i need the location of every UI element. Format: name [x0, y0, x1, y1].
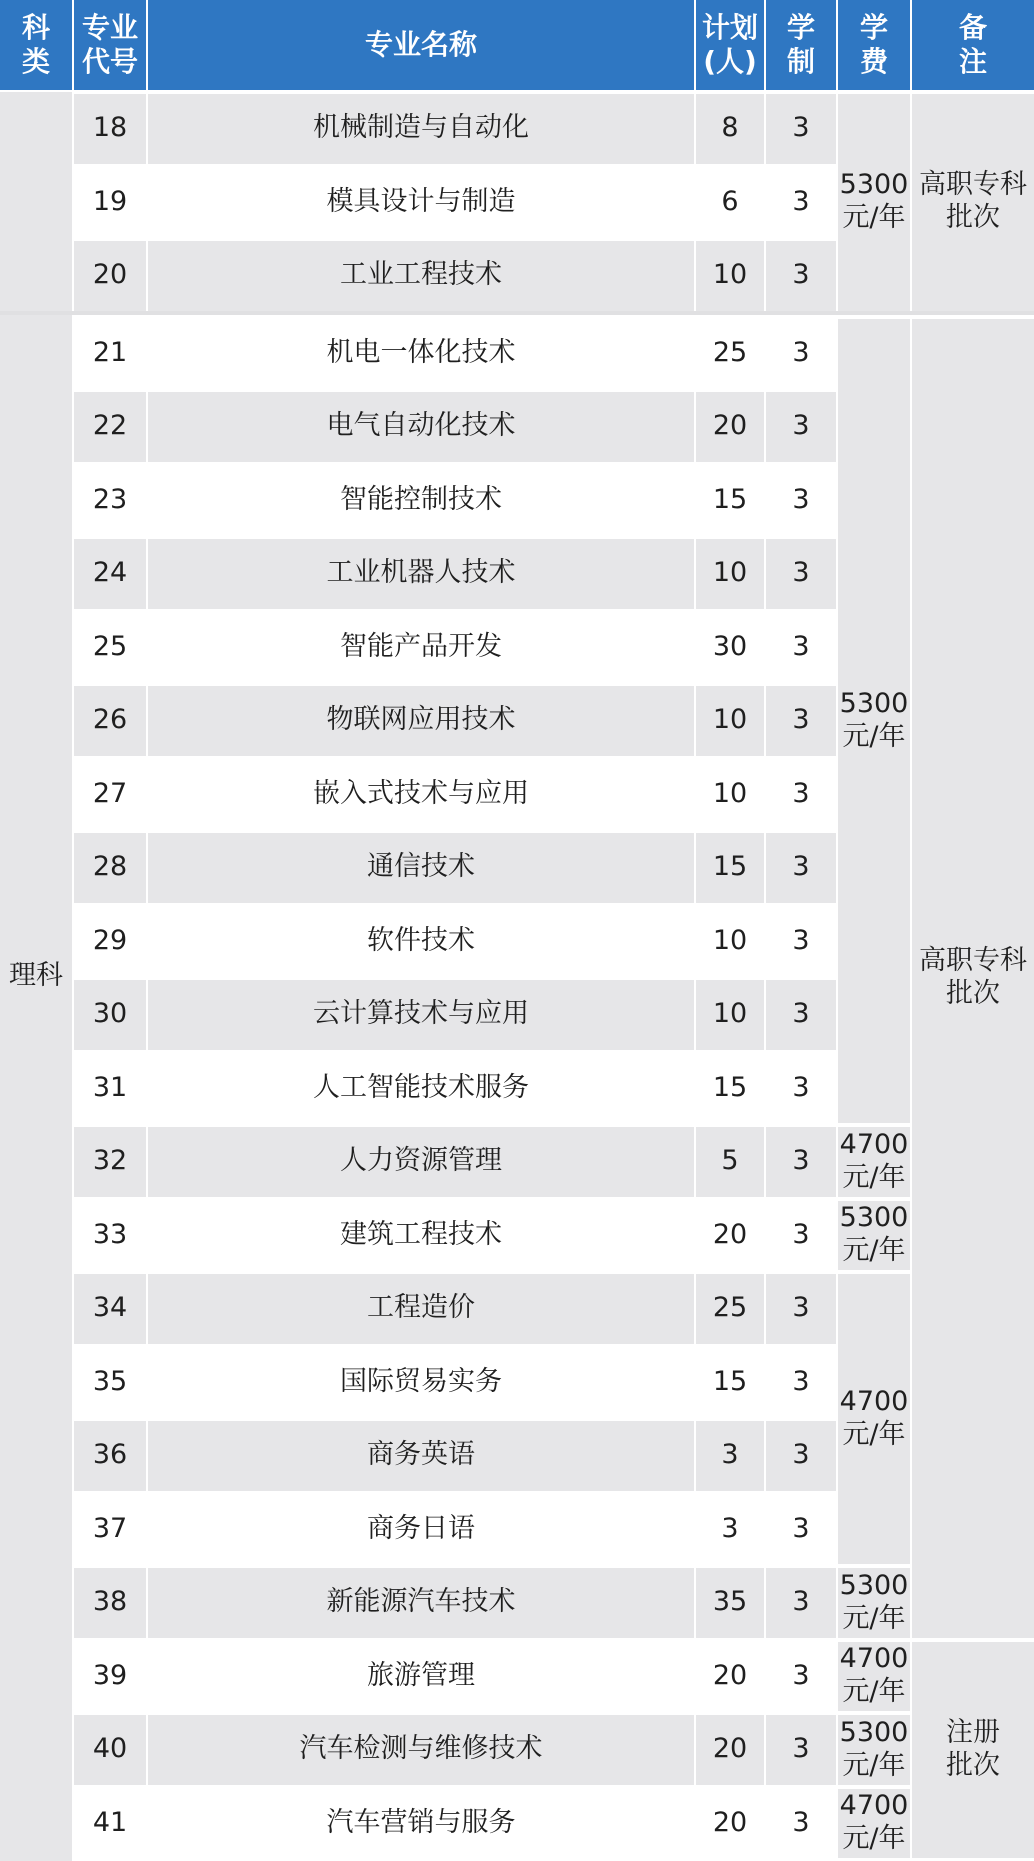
header-code: 专业 代号 [74, 0, 148, 90]
cell-years: 3 [766, 1348, 836, 1418]
cell-code: 28 [74, 833, 146, 903]
cell-name: 机电一体化技术 [148, 319, 694, 389]
cell-name: 通信技术 [148, 833, 694, 903]
cell-plan: 6 [696, 168, 764, 238]
cell-code: 41 [74, 1789, 146, 1859]
cell-code: 37 [74, 1495, 146, 1565]
cell-plan: 3 [696, 1421, 764, 1491]
cell-years: 3 [766, 168, 836, 238]
cell-code: 26 [74, 686, 146, 756]
cell-plan: 20 [696, 1642, 764, 1712]
cell-years: 3 [766, 1201, 836, 1271]
cell-name: 工程造价 [148, 1274, 694, 1344]
cell-plan: 5 [696, 1127, 764, 1197]
cell-code: 25 [74, 613, 146, 683]
cell-name: 旅游管理 [148, 1642, 694, 1712]
cell-years: 3 [766, 613, 836, 683]
cell-plan: 10 [696, 760, 764, 830]
cell-code: 32 [74, 1127, 146, 1197]
tuition-cell: 5300 元/年 [838, 319, 910, 1124]
cell-plan: 30 [696, 613, 764, 683]
cell-years: 3 [766, 1054, 836, 1124]
cell-code: 38 [74, 1568, 146, 1638]
cell-years: 3 [766, 1642, 836, 1712]
tuition-cell: 5300 元/年 [838, 1201, 910, 1271]
cell-years: 3 [766, 1715, 836, 1785]
cell-years: 3 [766, 980, 836, 1050]
cell-years: 3 [766, 1789, 836, 1859]
cell-plan: 15 [696, 1054, 764, 1124]
cell-plan: 15 [696, 1348, 764, 1418]
cell-plan: 25 [696, 319, 764, 389]
cell-plan: 3 [696, 1495, 764, 1565]
cell-name: 机械制造与自动化 [148, 94, 694, 164]
cell-plan: 25 [696, 1274, 764, 1344]
cell-code: 40 [74, 1715, 146, 1785]
cell-plan: 10 [696, 539, 764, 609]
cell-years: 3 [766, 1274, 836, 1344]
cell-years: 3 [766, 319, 836, 389]
cell-code: 23 [74, 466, 146, 536]
cell-name: 商务日语 [148, 1495, 694, 1565]
cell-years: 3 [766, 686, 836, 756]
cell-name: 人力资源管理 [148, 1127, 694, 1197]
header-years: 学 制 [766, 0, 838, 90]
cell-plan: 20 [696, 1789, 764, 1859]
cell-years: 3 [766, 241, 836, 311]
cell-plan: 15 [696, 833, 764, 903]
tuition-cell: 5300 元/年 [838, 94, 910, 311]
header-plan: 计划 (人) [696, 0, 766, 90]
cell-code: 35 [74, 1348, 146, 1418]
cell-plan: 8 [696, 94, 764, 164]
cell-name: 模具设计与制造 [148, 168, 694, 238]
cell-years: 3 [766, 1495, 836, 1565]
cell-name: 智能控制技术 [148, 466, 694, 536]
header-note: 备 注 [912, 0, 1034, 90]
cell-code: 39 [74, 1642, 146, 1712]
cell-years: 3 [766, 907, 836, 977]
cell-code: 21 [74, 319, 146, 389]
cell-name: 嵌入式技术与应用 [148, 760, 694, 830]
cell-years: 3 [766, 94, 836, 164]
cell-name: 汽车营销与服务 [148, 1789, 694, 1859]
cell-name: 物联网应用技术 [148, 686, 694, 756]
category-cell: 理科 [0, 92, 72, 1861]
cell-code: 31 [74, 1054, 146, 1124]
cell-code: 36 [74, 1421, 146, 1491]
cell-code: 27 [74, 760, 146, 830]
cell-name: 工业机器人技术 [148, 539, 694, 609]
cell-name: 商务英语 [148, 1421, 694, 1491]
header-category: 科 类 [0, 0, 74, 90]
header-major-name: 专业名称 [148, 0, 696, 90]
cell-name: 软件技术 [148, 907, 694, 977]
tuition-cell: 4700 元/年 [838, 1127, 910, 1197]
section-divider [0, 311, 1034, 315]
cell-code: 22 [74, 392, 146, 462]
cell-code: 24 [74, 539, 146, 609]
note-cell: 高职专科 批次 [912, 319, 1034, 1638]
cell-name: 建筑工程技术 [148, 1201, 694, 1271]
cell-code: 29 [74, 907, 146, 977]
cell-years: 3 [766, 1421, 836, 1491]
cell-name: 人工智能技术服务 [148, 1054, 694, 1124]
cell-years: 3 [766, 760, 836, 830]
cell-code: 19 [74, 168, 146, 238]
cell-name: 电气自动化技术 [148, 392, 694, 462]
cell-name: 智能产品开发 [148, 613, 694, 683]
cell-years: 3 [766, 539, 836, 609]
cell-plan: 15 [696, 466, 764, 536]
cell-name: 新能源汽车技术 [148, 1568, 694, 1638]
tuition-cell: 4700 元/年 [838, 1789, 910, 1859]
note-cell: 高职专科 批次 [912, 94, 1034, 311]
cell-name: 汽车检测与维修技术 [148, 1715, 694, 1785]
cell-plan: 10 [696, 907, 764, 977]
tuition-cell: 4700 元/年 [838, 1642, 910, 1712]
cell-plan: 20 [696, 392, 764, 462]
cell-plan: 20 [696, 1715, 764, 1785]
cell-code: 33 [74, 1201, 146, 1271]
cell-name: 国际贸易实务 [148, 1348, 694, 1418]
cell-name: 工业工程技术 [148, 241, 694, 311]
tuition-cell: 5300 元/年 [838, 1568, 910, 1638]
cell-code: 34 [74, 1274, 146, 1344]
cell-plan: 20 [696, 1201, 764, 1271]
cell-name: 云计算技术与应用 [148, 980, 694, 1050]
cell-years: 3 [766, 833, 836, 903]
cell-years: 3 [766, 466, 836, 536]
header-tuition: 学 费 [838, 0, 912, 90]
tuition-cell: 4700 元/年 [838, 1274, 910, 1564]
cell-code: 20 [74, 241, 146, 311]
cell-years: 3 [766, 1127, 836, 1197]
cell-plan: 10 [696, 241, 764, 311]
cell-years: 3 [766, 1568, 836, 1638]
cell-code: 18 [74, 94, 146, 164]
cell-code: 30 [74, 980, 146, 1050]
cell-plan: 35 [696, 1568, 764, 1638]
cell-plan: 10 [696, 686, 764, 756]
cell-plan: 10 [696, 980, 764, 1050]
tuition-cell: 5300 元/年 [838, 1715, 910, 1785]
note-cell: 注册 批次 [912, 1642, 1034, 1859]
cell-years: 3 [766, 392, 836, 462]
